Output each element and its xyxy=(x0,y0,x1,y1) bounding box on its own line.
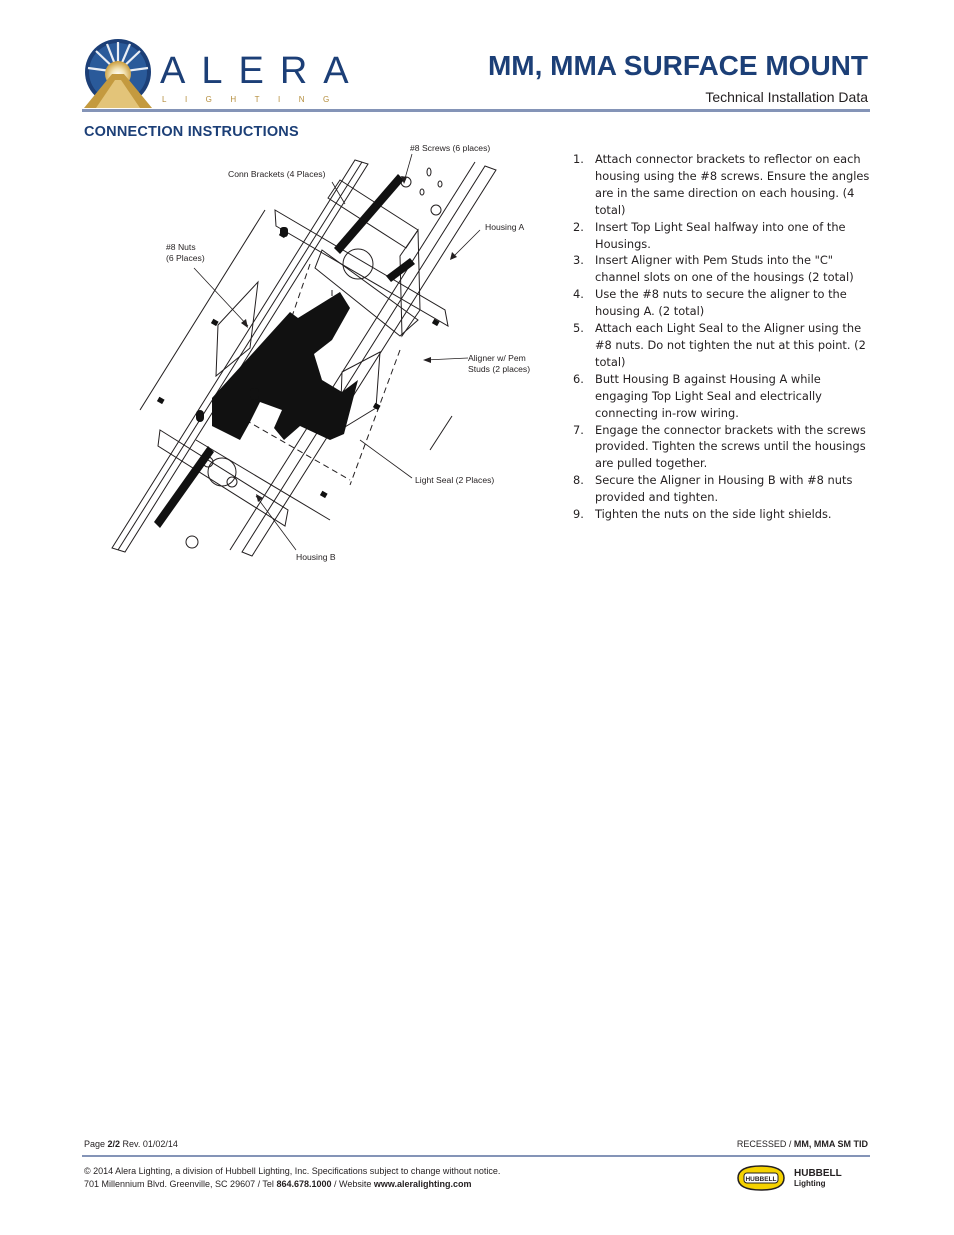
page-label: Page xyxy=(84,1139,108,1149)
step-number: 1. xyxy=(573,152,584,166)
page-info xyxy=(84,1139,178,1149)
step-text: Attach connector brackets to reflector on each housing using the #8 screws. Ensure the angles are in the same direction on each housing. (4 total) xyxy=(595,152,870,217)
instruction-step xyxy=(573,506,873,523)
instruction-step xyxy=(573,219,873,253)
instruction-step xyxy=(573,252,873,286)
document-code xyxy=(737,1139,868,1149)
step-text: Use the #8 nuts to secure the aligner to the housing A. (2 total) xyxy=(595,287,847,319)
step-number: 7. xyxy=(573,422,584,437)
revision-date: Rev. 01/02/14 xyxy=(120,1139,178,1149)
callout-housing-b: Housing B xyxy=(296,552,336,562)
step-text: Insert Top Light Seal halfway into one of the Housings. xyxy=(595,219,846,251)
address-text: 701 Millennium Blvd. Greenville, SC 29607 / Tel xyxy=(84,1179,277,1189)
step-text: Insert Aligner with Pem Studs into the "C" channel slots on one of the housings (2 total) xyxy=(595,253,854,285)
step-number: 5. xyxy=(573,321,584,336)
website-label: / Website xyxy=(331,1179,374,1189)
document-subtitle: Technical Installation Data xyxy=(705,89,868,105)
step-text: Tighten the nuts on the side light shields. xyxy=(595,507,832,522)
step-number: 8. xyxy=(573,473,584,488)
callout-nuts-line-1: #8 Nuts xyxy=(166,242,196,252)
hubbell-logo-icon xyxy=(734,1163,874,1193)
callout-light-seal: Light Seal (2 Places) xyxy=(415,475,495,485)
step-text: Attach each Light Seal to the Aligner using the #8 nuts. Do not tighten the nut at this point. (2 total) xyxy=(595,321,866,369)
callout-screws: #8 Screws (6 places) xyxy=(410,143,491,153)
callout-housing-a: Housing A xyxy=(485,222,525,232)
brand-subtitle: LIGHTING xyxy=(162,95,348,104)
hubbell-badge-text: HUBBELL xyxy=(745,1176,777,1183)
instruction-step xyxy=(573,371,873,422)
callout-aligner xyxy=(468,353,530,374)
page-number: 2/2 xyxy=(107,1139,121,1149)
document-category: RECESSED / xyxy=(736,1139,794,1149)
hubbell-name: HUBBELL xyxy=(794,1168,842,1179)
callout-nuts xyxy=(166,242,205,263)
contact-line xyxy=(84,1178,500,1191)
instruction-step xyxy=(573,151,873,219)
hubbell-sub: Lighting xyxy=(794,1179,826,1188)
instruction-step xyxy=(573,286,873,320)
instruction-step xyxy=(573,320,873,371)
phone-number: 864.678.1000 xyxy=(276,1179,332,1189)
document-code-value: MM, MMA SM TID xyxy=(793,1139,868,1149)
instruction-step xyxy=(573,422,873,473)
header-divider xyxy=(82,109,870,112)
step-text: Secure the Aligner in Housing B with #8 nuts provided and tighten. xyxy=(595,473,853,505)
document-title: MM, MMA SURFACE MOUNT xyxy=(487,50,868,81)
website-link[interactable]: www.aleralighting.com xyxy=(373,1179,472,1189)
step-text: Engage the connector brackets with the screws provided. Tighten the screws until the housings are pulled together. xyxy=(595,422,866,471)
callout-aligner-line-1: Aligner w/ Pem xyxy=(468,353,526,363)
step-number: 3. xyxy=(573,253,584,268)
step-number: 6. xyxy=(573,371,584,386)
copyright-block xyxy=(84,1165,500,1191)
brand-wordmark: ALERA xyxy=(160,50,365,92)
callout-nuts-line-2: (6 Places) xyxy=(166,252,205,263)
callout-conn-brackets: Conn Brackets (4 Places) xyxy=(228,169,326,179)
footer-divider xyxy=(82,1155,870,1157)
step-number: 9. xyxy=(573,507,584,522)
step-number: 2. xyxy=(573,219,584,234)
callout-aligner-line-2: Studs (2 places) xyxy=(468,363,531,374)
section-title: CONNECTION INSTRUCTIONS xyxy=(84,124,299,140)
instruction-step xyxy=(573,472,873,506)
instruction-list xyxy=(573,151,873,523)
step-text: Butt Housing B against Housing A while engaging Top Light Seal and electrically connecting in-row wiring. xyxy=(595,371,822,420)
copyright-text: © 2014 Alera Lighting, a division of Hubbell Lighting, Inc. Specifications subject to change without notice. xyxy=(84,1166,501,1176)
step-number: 4. xyxy=(573,287,584,302)
